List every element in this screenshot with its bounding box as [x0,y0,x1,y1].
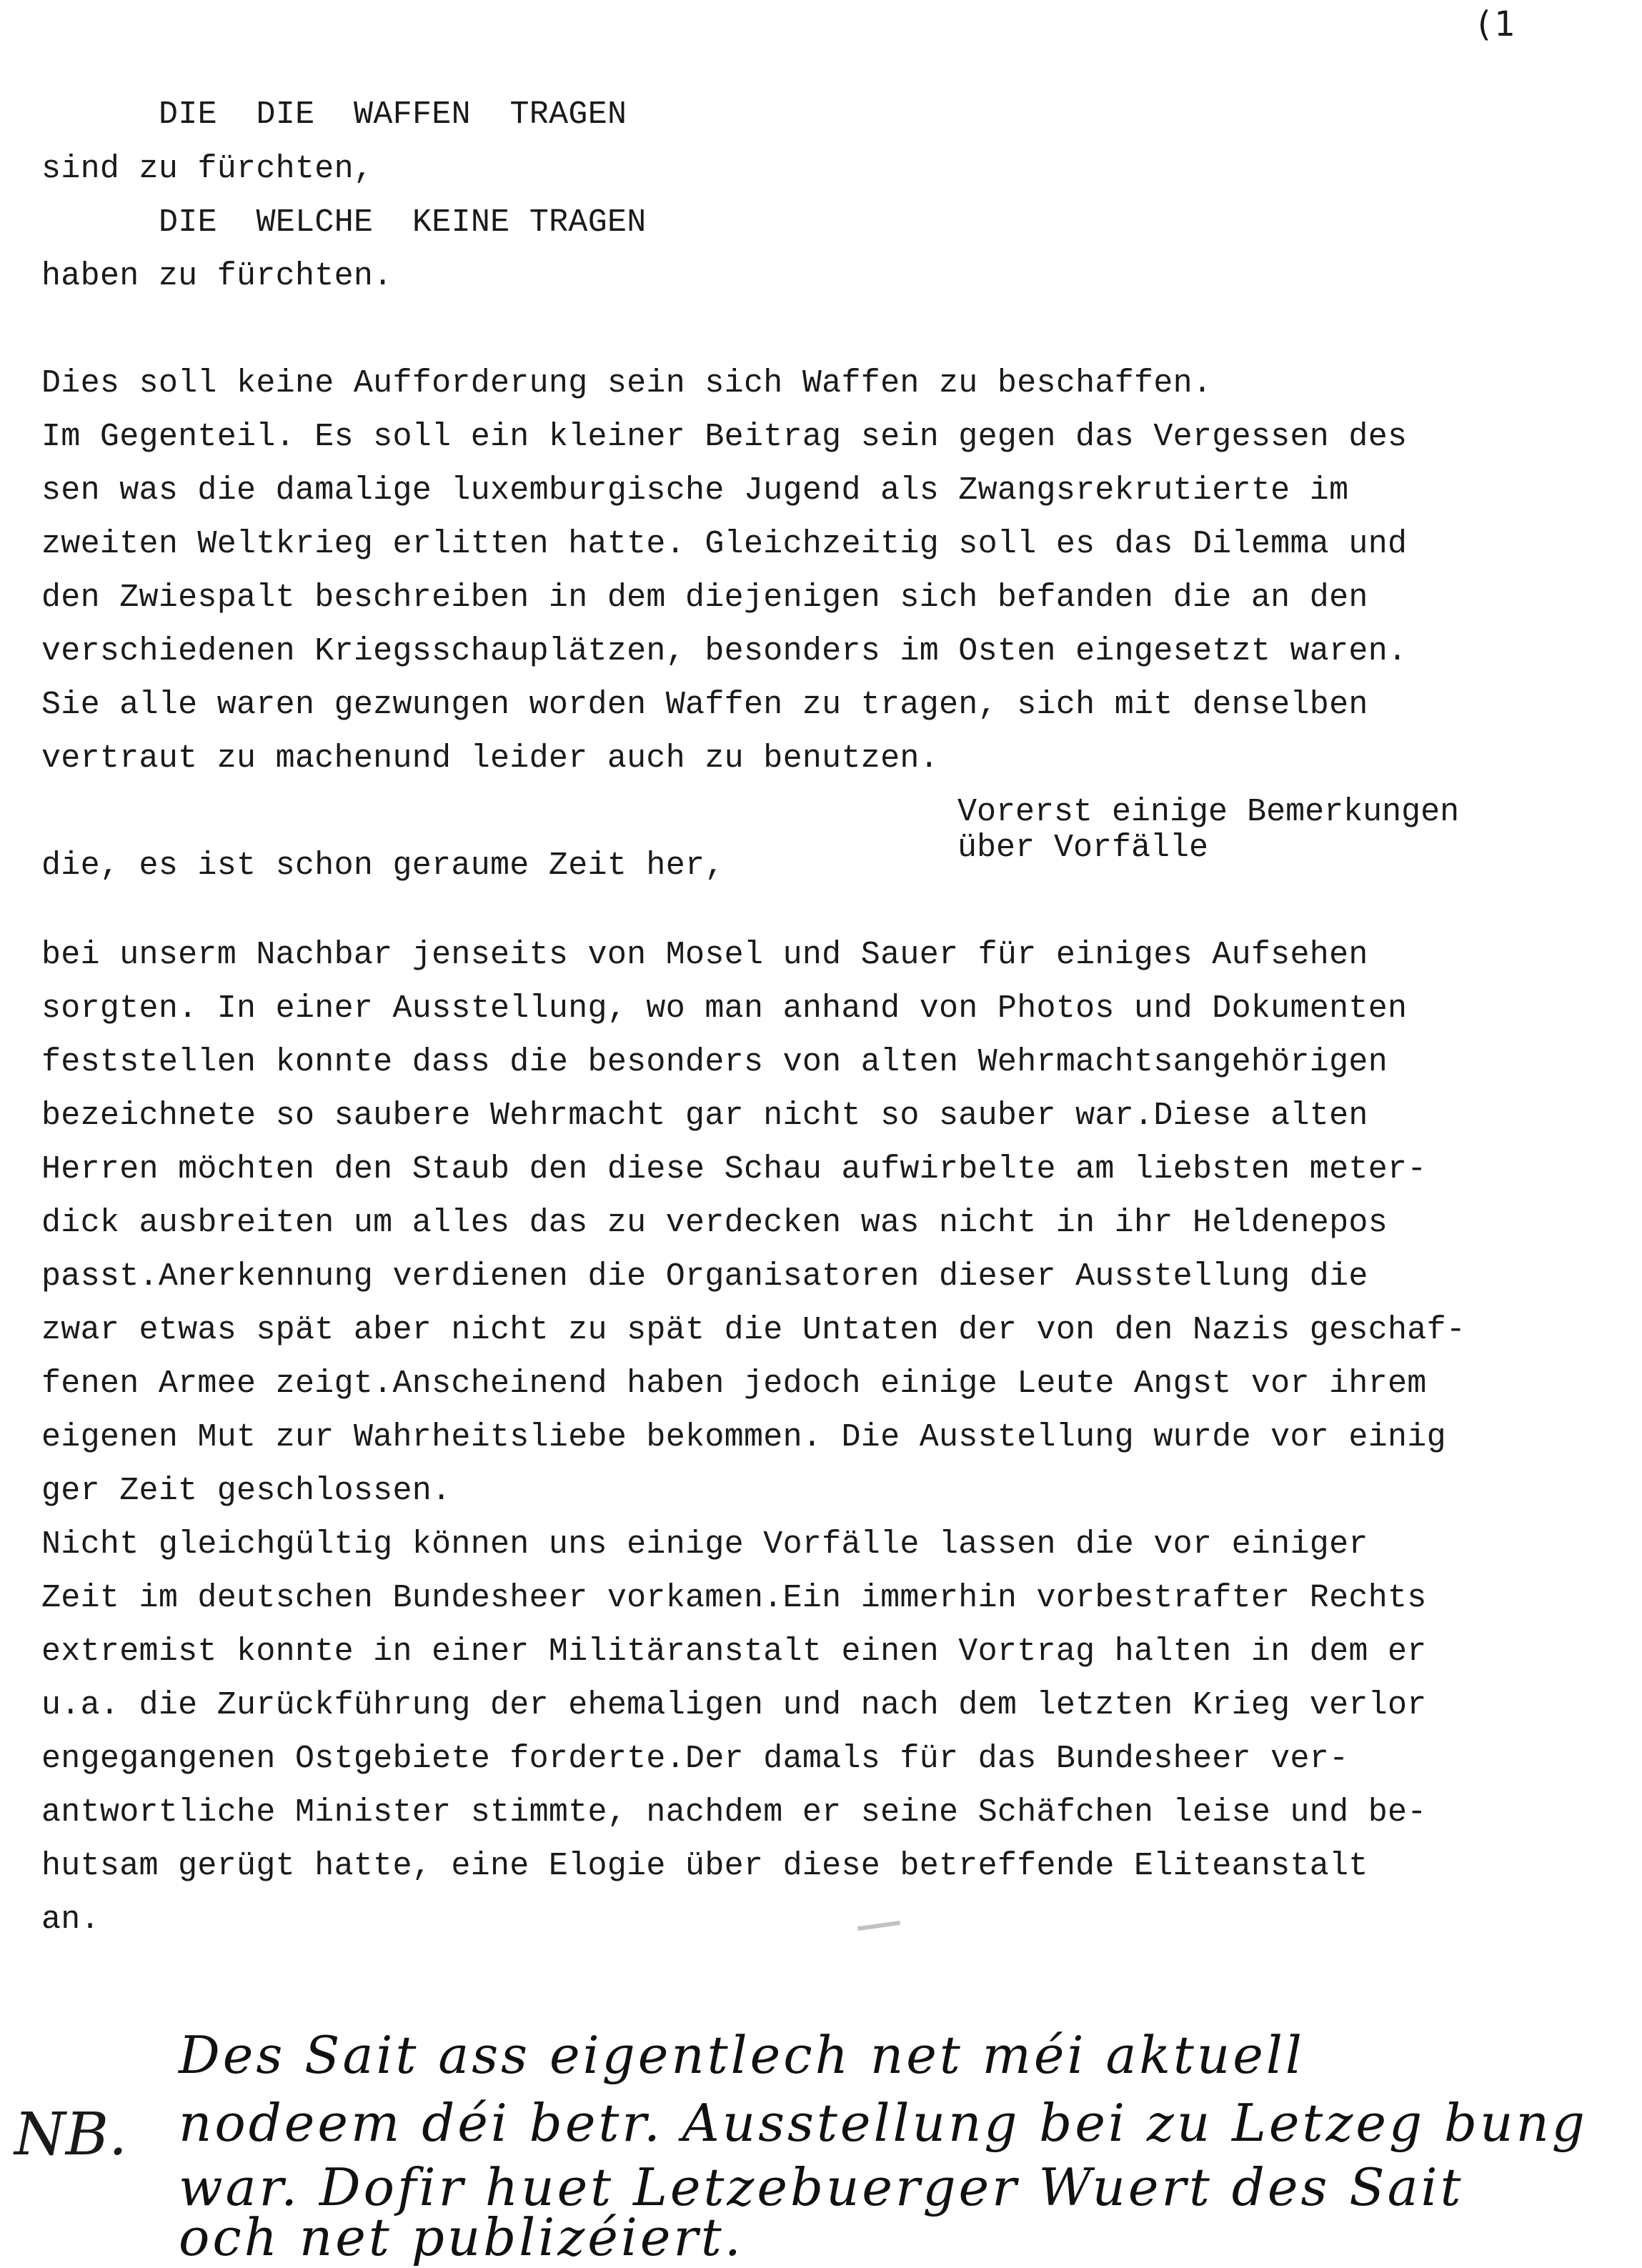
inserted-note-line-1: Vorerst einige Bemerkungen [957,794,1460,830]
paragraph2-line: bei unserm Nachbar jenseits von Mosel und Sauer für einiges Aufsehen [41,937,1368,973]
paragraph2-line: an. [41,1901,100,1938]
paragraph2-line: Zeit im deutschen Bundesheer vorkamen.Ein immerhin vorbestrafter Rechts [41,1580,1427,1616]
paragraph2-line: sorgten. In einer Ausstellung, wo man anhand von Photos und Dokumenten [41,990,1408,1027]
inserted-note-line-2: über Vorfälle [957,830,1209,866]
handwritten-note-label: NB. [14,2101,128,2169]
paragraph2-line: hutsam gerügt hatte, eine Elogie über diese betreffende Eliteanstalt [41,1848,1368,1884]
paragraph1-line: den Zwiespalt beschreiben in dem diejenigen sich befanden die an den [41,580,1368,616]
paragraph2-line: fenen Armee zeigt.Anscheinend haben jedoch einige Leute Angst vor ihrem [41,1366,1427,1402]
lead-line: die, es ist schon geraume Zeit her, [41,847,725,884]
paragraph2-line: bezeichnete so saubere Wehrmacht gar nicht so sauber war.Diese alten [41,1098,1368,1134]
heading-line-4: haben zu fürchten. [41,258,393,294]
paragraph1-line: verschiedenen Kriegsschauplätzen, besonders im Osten eingesetzt waren. [41,633,1408,670]
paragraph2-line: passt.Anerkennung verdienen die Organisatoren dieser Ausstellung die [41,1258,1368,1295]
paragraph2-line: engegangenen Ostgebiete forderte.Der damals für das Bundesheer ver- [41,1741,1349,1777]
handwritten-note-line: nodeem déi betr. Ausstellung bei zu Letzeg bung [179,2093,1588,2153]
paragraph2-line: Herren möchten den Staub den diese Schau aufwirbelte am liebsten meter- [41,1151,1427,1188]
paragraph2-line: u.a. die Zurückführung der ehemaligen und nach dem letzten Krieg verlor [41,1687,1427,1724]
page-number: (1 [1473,4,1515,44]
paragraph1-line: Sie alle waren gezwungen worden Waffen zu tragen, sich mit denselben [41,687,1368,723]
paragraph1-line: vertraut zu machenund leider auch zu benutzen. [41,740,940,777]
paragraph1-line: zweiten Weltkrieg erlitten hatte. Gleichzeitig soll es das Dilemma und [41,526,1408,562]
handwritten-note-line: Des Sait ass eigentlech net méi aktuell [179,2025,1305,2085]
heading-line-3: DIE WELCHE KEINE TRAGEN [159,204,647,241]
heading-line-2: sind zu fürchten, [41,151,374,187]
paragraph2-line: dick ausbreiten um alles das zu verdecken was nicht in ihr Heldenepos [41,1205,1388,1241]
heading-line-1: DIE DIE WAFFEN TRAGEN [159,96,627,133]
paragraph2-line: zwar etwas spät aber nicht zu spät die Untaten der von den Nazis geschaf- [41,1312,1466,1348]
handwritten-note-line: och net publizéiert. [179,2207,744,2267]
ink-smudge [857,1921,900,1931]
paragraph1-line: Im Gegenteil. Es soll ein kleiner Beitrag sein gegen das Vergessen des [41,419,1408,455]
paragraph2-line: eigenen Mut zur Wahrheitsliebe bekommen. Die Ausstellung wurde vor einig [41,1419,1446,1456]
paragraph2-line: antwortliche Minister stimmte, nachdem er seine Schäfchen leise und be- [41,1794,1427,1831]
paragraph2-line: extremist konnte in einer Militäranstalt einen Vortrag halten in dem er [41,1633,1427,1670]
paragraph2-line: Nicht gleichgültig können uns einige Vorfälle lassen die vor einiger [41,1526,1368,1563]
paragraph2-line: feststellen konnte dass die besonders von alten Wehrmachtsangehörigen [41,1044,1388,1080]
paragraph1-line: sen was die damalige luxemburgische Jugend als Zwangsrekrutierte im [41,472,1349,509]
paragraph2-line: ger Zeit geschlossen. [41,1473,452,1509]
handwritten-note-line: war. Dofir huet Letzebuerger Wuert des Sait [179,2157,1464,2217]
paragraph1-line: Dies soll keine Aufforderung sein sich Waffen zu beschaffen. [41,365,1213,402]
